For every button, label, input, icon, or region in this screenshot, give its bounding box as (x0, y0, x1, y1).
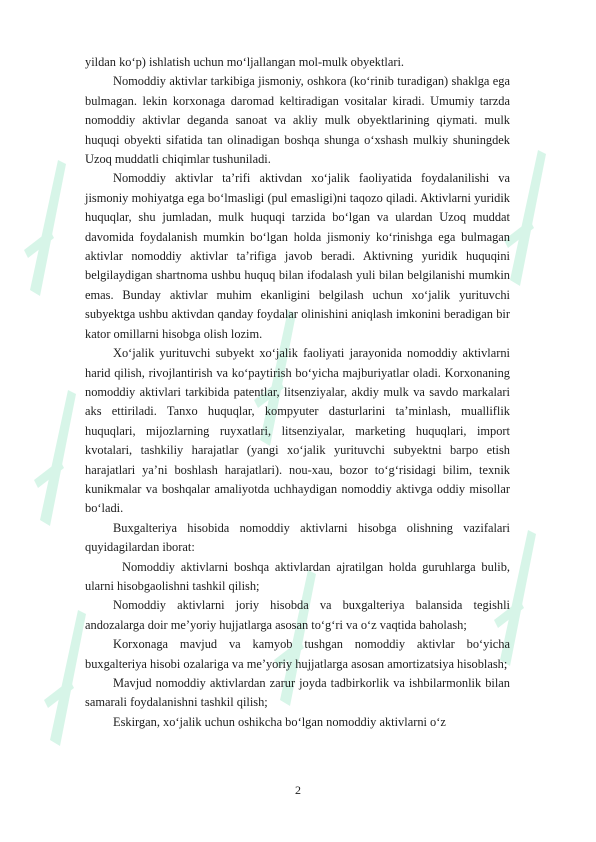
list-item: Mavjud nomoddiy aktivlardan zarur joyda tadbirkorlik va ishbilarmonlik bilan samarali foydalanishni tashkil qilish; (85, 676, 510, 710)
paragraph: Buxgalteriya hisobida nomoddiy aktivlarni hisobga olishning vazifalari quyidagilardan iborat: (85, 520, 510, 555)
paragraph: Xo‘jalik yurituvchi subyekt xo‘jalik faoliyati jarayonida nomoddiy aktivlarni harid qilish, rivojlantirish va ko‘paytirish bo‘yicha majburiyatlar oladi. Korxonaning nomoddiy aktivlari tarkibida patentlar, litsenziyalar, akdiy mulk va savdo markalari aks ettiriladi. Tanxo huquqlar, kompyuter dasturlarini ta’minlash, mualliflik huquqlari, mijozlarning ruyxatlari, litsenziyalar, marketing huquqlari, import kvotalari, tashkiliy harajatlar (yangi xo‘jalik yurituvchi subyektni barpo etish harajatlari ya’ni boshlash harajatlari). nou-xau, bozor to‘g‘risidagi bilim, texnik kunikmalar va boshqalar amaliyotda uchhaydigan nomoddiy aktivga oddiy misollar bo‘ladi. (85, 346, 510, 516)
page-number: 2 (295, 783, 301, 797)
watermark-left-middle (30, 380, 78, 530)
watermark-left-top (20, 150, 68, 300)
paragraph: Nomoddiy aktivlar ta’rifi aktivdan xo‘jalik faoliyatida foydalanilishi va jismoniy mohiyatga ega bo‘lmasligi (pul emasligi)ni taqozo qiladi. Aktivlarni yuridik huquqlar, shu jumladan, mulk huquqi tarzida bo‘lgan va ulardan Uzoq muddat davomida foydalanish mumkin bo‘lgan holda jismoniy ko‘rinishga ega bulmagan aktivlar nomoddiy aktivlar ta’rifiga javob beradi. Aktivning yuridik huquqini belgilaydigan shartnoma ushbu huquq bilan ifodalash yuli bilan belgilanishi mumkin emas. Bunday aktivlar muhim ekanligini belgilash uchun xo‘jalik yurituvchi subyektga ushbu aktivdan qanday foydalar olinishini aniqlash imkonini beradigan bir kator omillarni hisobga olish lozim. (85, 171, 510, 341)
list-item: Korxonaga mavjud va kamyob tushgan nomoddiy aktivlar bo‘yicha buxgalteriya hisobi ozalariga va me’yoriy hujjatlarga asosan amortizatsiya hisoblash; (85, 637, 510, 671)
list-item: Nomoddiy aktivlarni boshqa aktivlardan ajratilgan holda guruhlarga bulib, ularni hisobgaolishni tashkil qilish; (85, 559, 510, 593)
watermark-left-bottom (40, 600, 88, 750)
document-body (85, 53, 510, 732)
paragraph-continuation: yildan ko‘p) ishlatish uchun mo‘ljallangan mol-mulk obyektlari. (85, 55, 404, 69)
list-item: Eskirgan, xo‘jalik uchun oshikcha bo‘lgan nomoddiy aktivlarni o‘z (113, 714, 446, 729)
paragraph: Nomoddiy aktivlar tarkibiga jismoniy, oshkora (ko‘rinib turadigan) shaklga ega bulmagan. lekin korxonaga daromad keltiradigan vositalar kiradi. Umumiy tarzda nomoddiy aktivlar deganda sanoat va akliy mulk obyektlarining qiymati. mulk huquqi obyekti sifatida tan olinadigan boshqa shunga o‘xshash mulkiy shuningdek Uzoq muddatli chiqimlar tushuniladi. (85, 74, 510, 167)
list-item: Nomoddiy aktivlarni joriy hisobda va buxgalteriya balansida tegishli andozalarga doir me’yoriy hujjatlarga asosan to‘g‘ri va o‘z vaqtida baholash; (85, 598, 510, 632)
